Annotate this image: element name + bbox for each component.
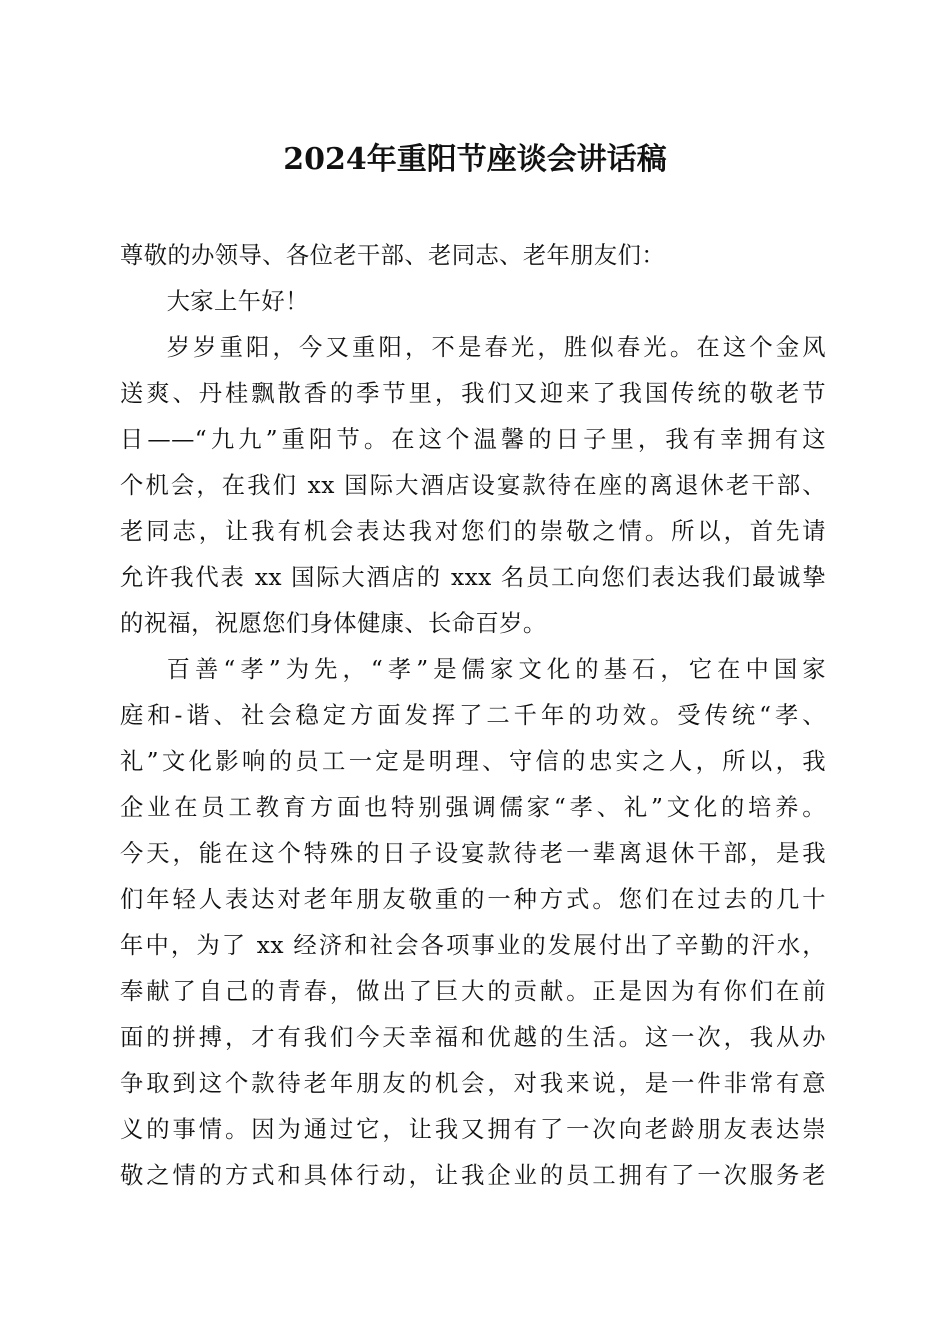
paragraph-line: 礼”文化影响的员工一定是明理、守信的忠实之人，所以，我 bbox=[120, 748, 826, 775]
paragraph-line: 庭和-谐、社会稳定方面发挥了二千年的功效。受传统“孝、 bbox=[120, 702, 826, 729]
paragraph-line: 们年轻人表达对老年朋友敬重的一种方式。您们在过去的几十 bbox=[120, 886, 826, 913]
paragraph-2 bbox=[120, 647, 826, 1199]
page-title: 2024年重阳节座谈会讲话稿 bbox=[283, 142, 667, 177]
paragraph-1 bbox=[120, 325, 826, 647]
salutation: 尊敬的办领导、各位老干部、老同志、老年朋友们： bbox=[120, 242, 666, 269]
paragraph-line: 敬之情的方式和具体行动，让我企业的员工拥有了一次服务老 bbox=[120, 1162, 826, 1189]
paragraph-line: 争取到这个款待老年朋友的机会，对我来说，是一件非常有意 bbox=[120, 1070, 826, 1097]
paragraph-line: 年中，为了 xx 经济和社会各项事业的发展付出了辛勤的汗水， bbox=[120, 932, 826, 959]
paragraph-line: 送爽、丹桂飘散香的季节里，我们又迎来了我国传统的敬老节 bbox=[120, 380, 826, 407]
paragraph-line: 企业在员工教育方面也特别强调儒家“孝、礼”文化的培养。 bbox=[120, 794, 826, 821]
paragraph-line: 奉献了自己的青春，做出了巨大的贡献。正是因为有你们在前 bbox=[120, 978, 826, 1005]
paragraph-line: 日——“九九”重阳节。在这个温馨的日子里，我有幸拥有这 bbox=[120, 426, 826, 453]
paragraph-line: 允许我代表 xx 国际大酒店的 xxx 名员工向您们表达我们最诚挚 bbox=[120, 564, 826, 591]
paragraph-line: 的祝福，祝愿您们身体健康、长命百岁。 bbox=[120, 610, 547, 637]
document-body bbox=[120, 233, 826, 1199]
paragraph-line: 今天，能在这个特殊的日子设宴款待老一辈离退休干部，是我 bbox=[120, 840, 826, 867]
paragraph-line: 岁岁重阳，今又重阳，不是春光，胜似春光。在这个金风 bbox=[166, 334, 826, 361]
paragraph-line: 义的事情。因为通过它，让我又拥有了一次向老龄朋友表达崇 bbox=[120, 1116, 826, 1143]
paragraph-line: 老同志，让我有机会表达我对您们的崇敬之情。所以，首先请 bbox=[120, 518, 826, 545]
paragraph-line: 百善“孝”为先，“孝”是儒家文化的基石，它在中国家 bbox=[166, 656, 826, 683]
greeting: 大家上午好！ bbox=[166, 288, 309, 315]
paragraph-line: 面的拼搏，才有我们今天幸福和优越的生活。这一次，我从办 bbox=[120, 1024, 826, 1051]
paragraph-line: 个机会，在我们 xx 国际大酒店设宴款待在座的离退休老干部、 bbox=[120, 472, 826, 499]
